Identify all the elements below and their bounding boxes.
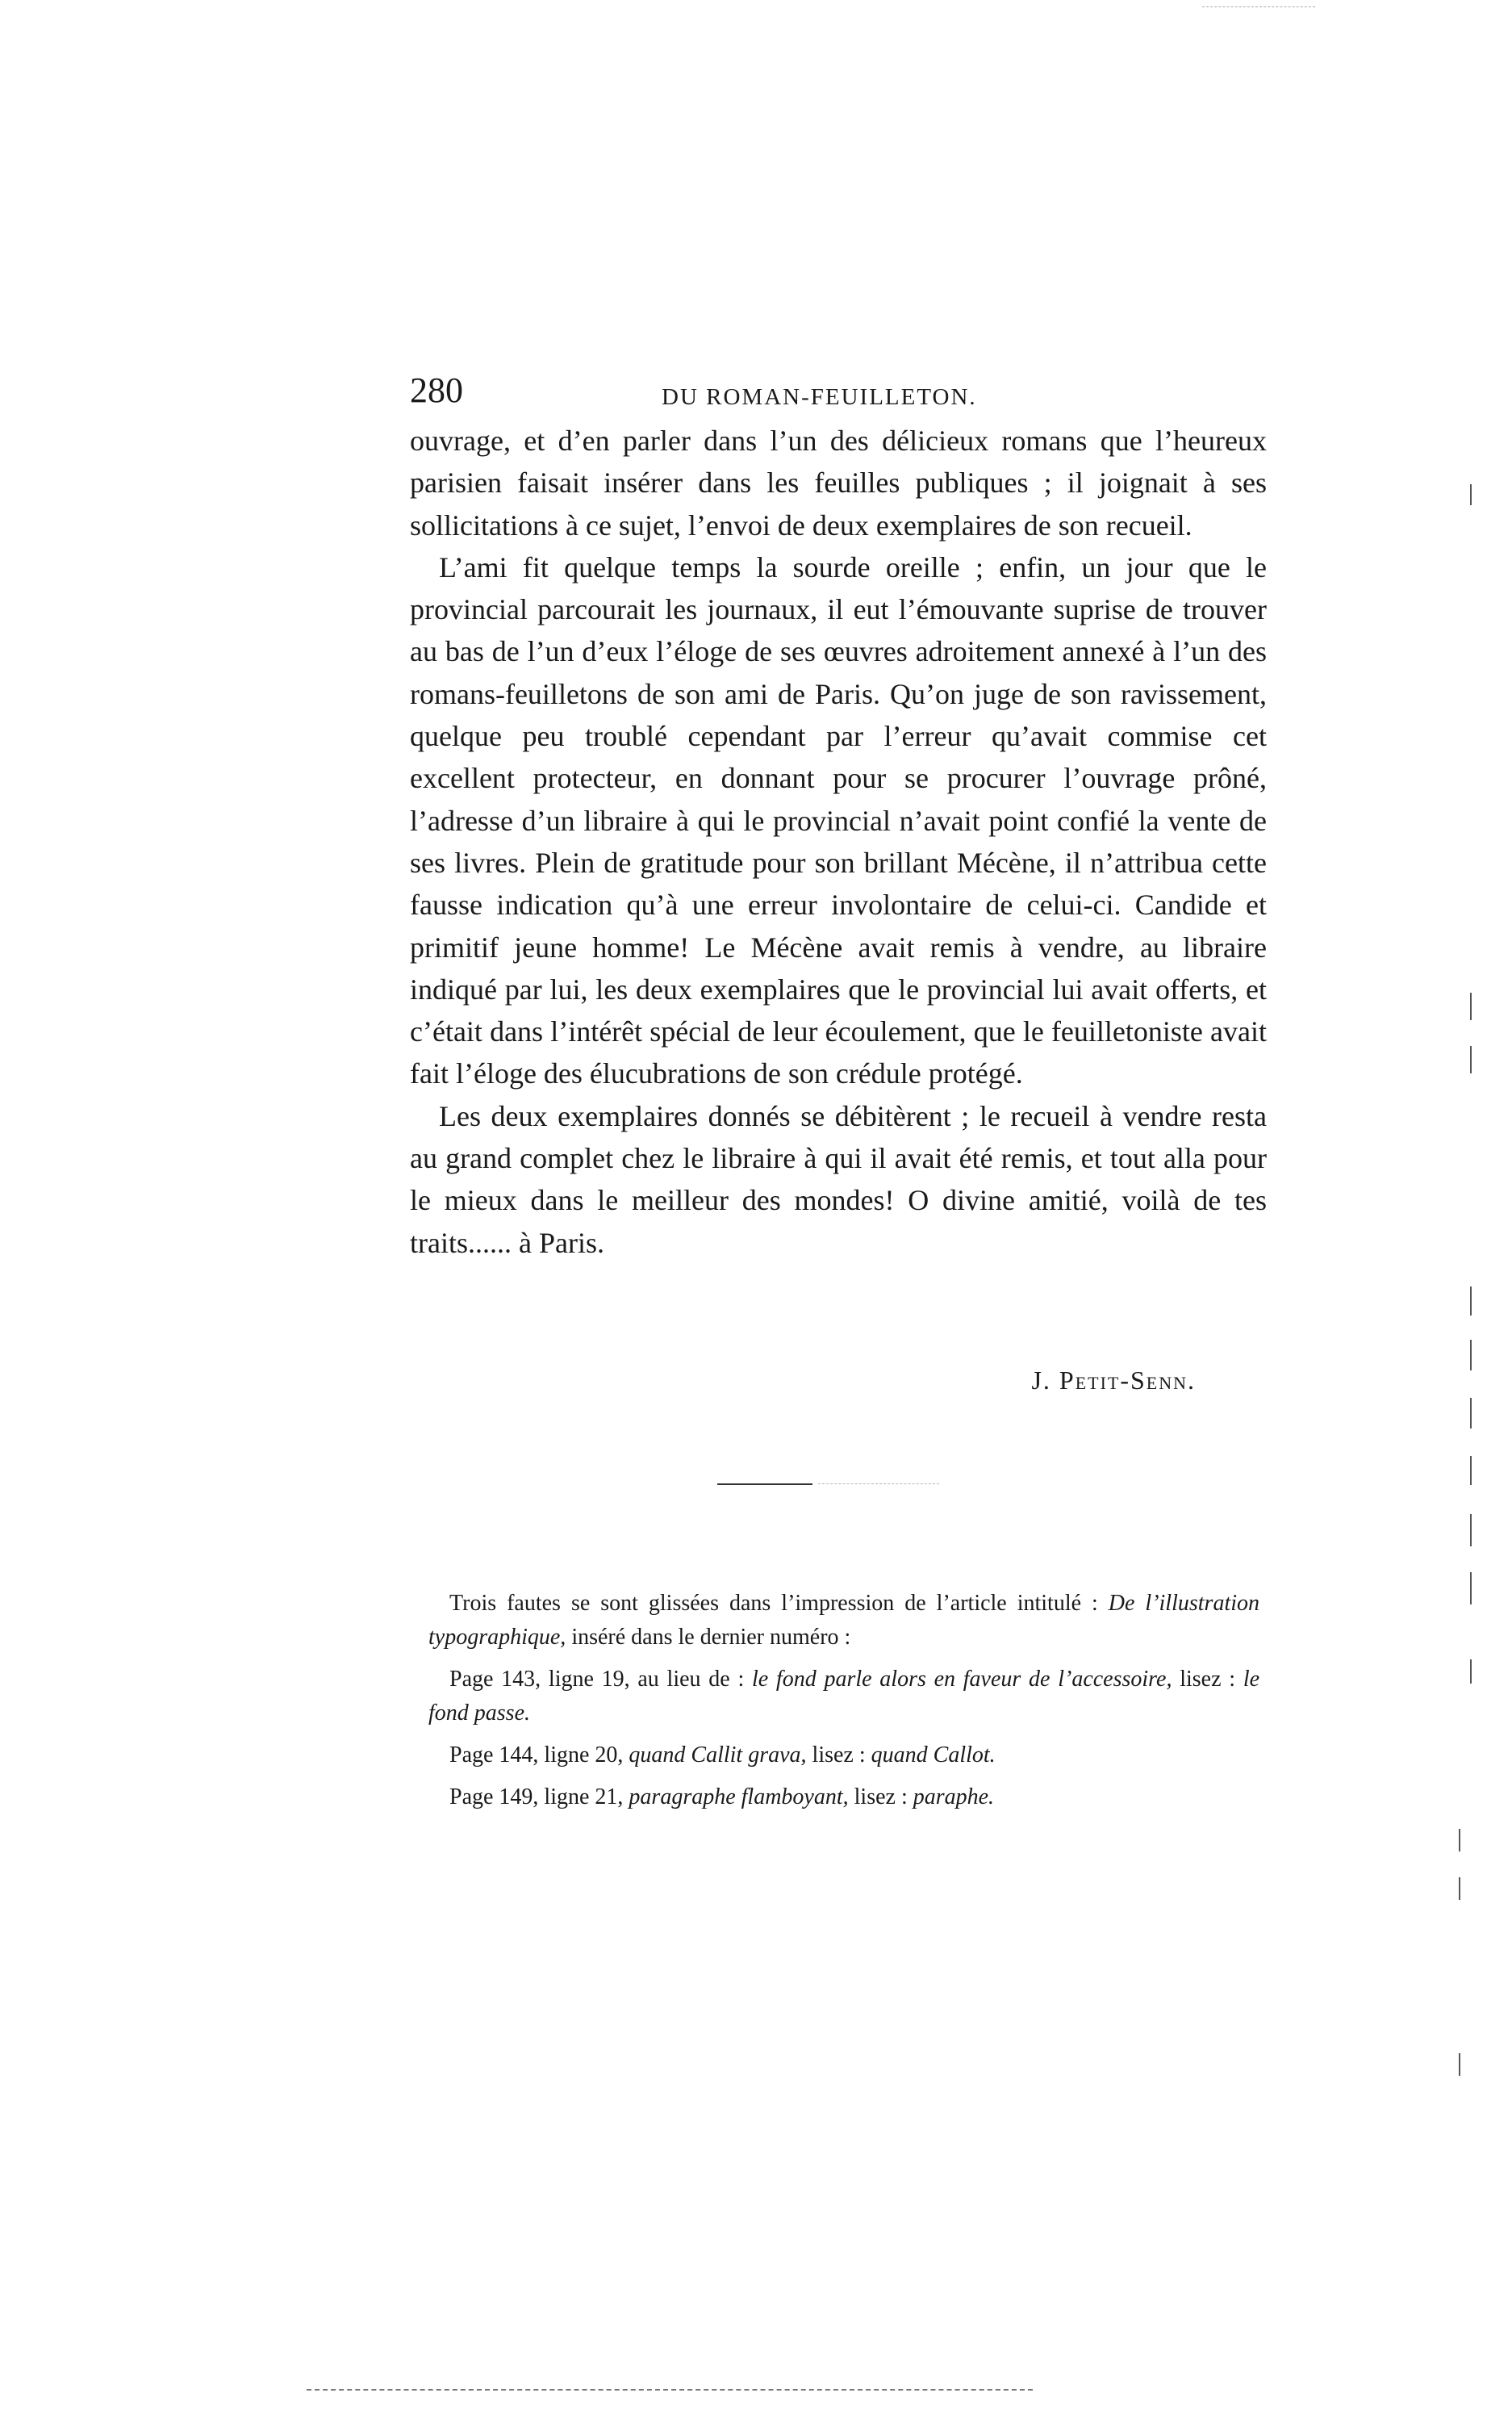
scan-edge-mark — [1470, 484, 1472, 505]
scan-edge-mark — [1459, 1877, 1460, 1900]
paragraph: L’ami fit quelque temps la sourde oreille ; enfin, un jour que le provincial parcourait les journaux, il eut l’émouvante suprise de trouver au bas de l’un d’eux l’éloge de ses œuvres adroitement annexé à l’un des romans-feuilletons de son ami de Paris. Qu’on juge de son ravissement, quelque peu troublé cependant par l’erreur qu’avait commise cet excellent protecteur, en donnant pour se procurer l’ouvrage prôné, l’adresse d’un libraire à qui le provincial n’avait point confié la vente de ses livres. Plein de gratitude pour son brillant Mécène, il n’attribua cette fausse indication qu’à une erreur involontaire de celui-ci. Candide et primitif jeune homme! Le Mécène avait remis à vendre, au libraire indiqué par lui, les deux exemplaires que le provincial lui avait offerts, et c’était dans l’intérêt spécial de leur écoulement, que le feuilletoniste avait fait l’éloge des élucubrations de son crédule protégé. — [410, 550, 1267, 1090]
errata-ref: Page 144, ligne 20, — [449, 1742, 624, 1767]
paragraph-continuation: ouvrage, et d’en parler dans l’un des délicieux romans que l’heureux parisien faisait insérer dans les feuilles publiques ; il joignait à ses sollicitations à ce sujet, l’envoi de deux exemplaires de son recueil. — [410, 425, 1267, 542]
errata-ref: Page 143, ligne 19, au lieu de : — [449, 1667, 745, 1692]
errata-entry — [428, 1780, 1259, 1814]
errata-ref: Page 149, ligne 21, — [449, 1784, 624, 1809]
scan-edge-mark — [1470, 1286, 1472, 1316]
scan-edge-mark — [1459, 1829, 1460, 1851]
running-head: DU ROMAN-FEUILLETON. — [662, 384, 977, 410]
errata-intro — [428, 1587, 1259, 1655]
errata-right: le fond passe. — [428, 1667, 1260, 1726]
scan-edge-mark — [1470, 1046, 1472, 1073]
errata-entry — [428, 1663, 1259, 1730]
errata-note — [428, 1587, 1259, 1814]
signature-initial: J. — [1031, 1366, 1051, 1395]
errata-intro-end: inséré dans le dernier numéro : — [571, 1625, 851, 1650]
errata-entry — [428, 1738, 1259, 1772]
scan-edge-mark — [1470, 1398, 1472, 1429]
errata-article-title: De l’illustration typographique, — [428, 1591, 1260, 1650]
errata-right: paraphe. — [913, 1784, 995, 1809]
errata-lisez: lisez : — [812, 1742, 866, 1767]
paragraph: Les deux exemplaires donnés se débitèrent ; le recueil à vendre resta au grand complet chez le libraire à qui il avait été remis, et tout alla pour le mieux dans le meilleur des mondes! O divine amitié, voilà de tes traits...... à Paris. — [410, 1099, 1267, 1259]
scan-edge-mark — [1470, 1659, 1472, 1684]
signature — [978, 1367, 1196, 1393]
errata-lisez: lisez : — [854, 1784, 908, 1809]
scan-edge-mark — [1470, 1514, 1472, 1546]
errata-intro-text: Trois fautes se sont glissées dans l’impression de l’article intitulé : — [449, 1591, 1098, 1616]
page-number: 280 — [410, 370, 463, 410]
scan-edge-mark — [1470, 1340, 1472, 1370]
scan-edge-mark — [1470, 993, 1472, 1020]
errata-wrong: quand Callit grava, — [629, 1742, 807, 1767]
scan-edge-mark — [1459, 2053, 1460, 2076]
errata-wrong: paragraphe flamboyant, — [629, 1784, 849, 1809]
scan-bottom-dashes — [307, 2389, 1033, 2391]
errata-lisez: lisez : — [1180, 1667, 1236, 1692]
section-separator-faint — [818, 1483, 939, 1484]
body-text — [410, 420, 1267, 1264]
errata-right: quand Callot. — [871, 1742, 996, 1767]
scan-edge-mark — [1470, 1456, 1472, 1485]
scan-edge-mark — [1470, 1572, 1472, 1604]
signature-name: Petit-Senn. — [1059, 1366, 1196, 1395]
scan-top-dashes — [1202, 6, 1315, 7]
section-separator — [717, 1483, 812, 1485]
errata-wrong: le fond parle alors en faveur de l’accessoire, — [751, 1667, 1172, 1692]
